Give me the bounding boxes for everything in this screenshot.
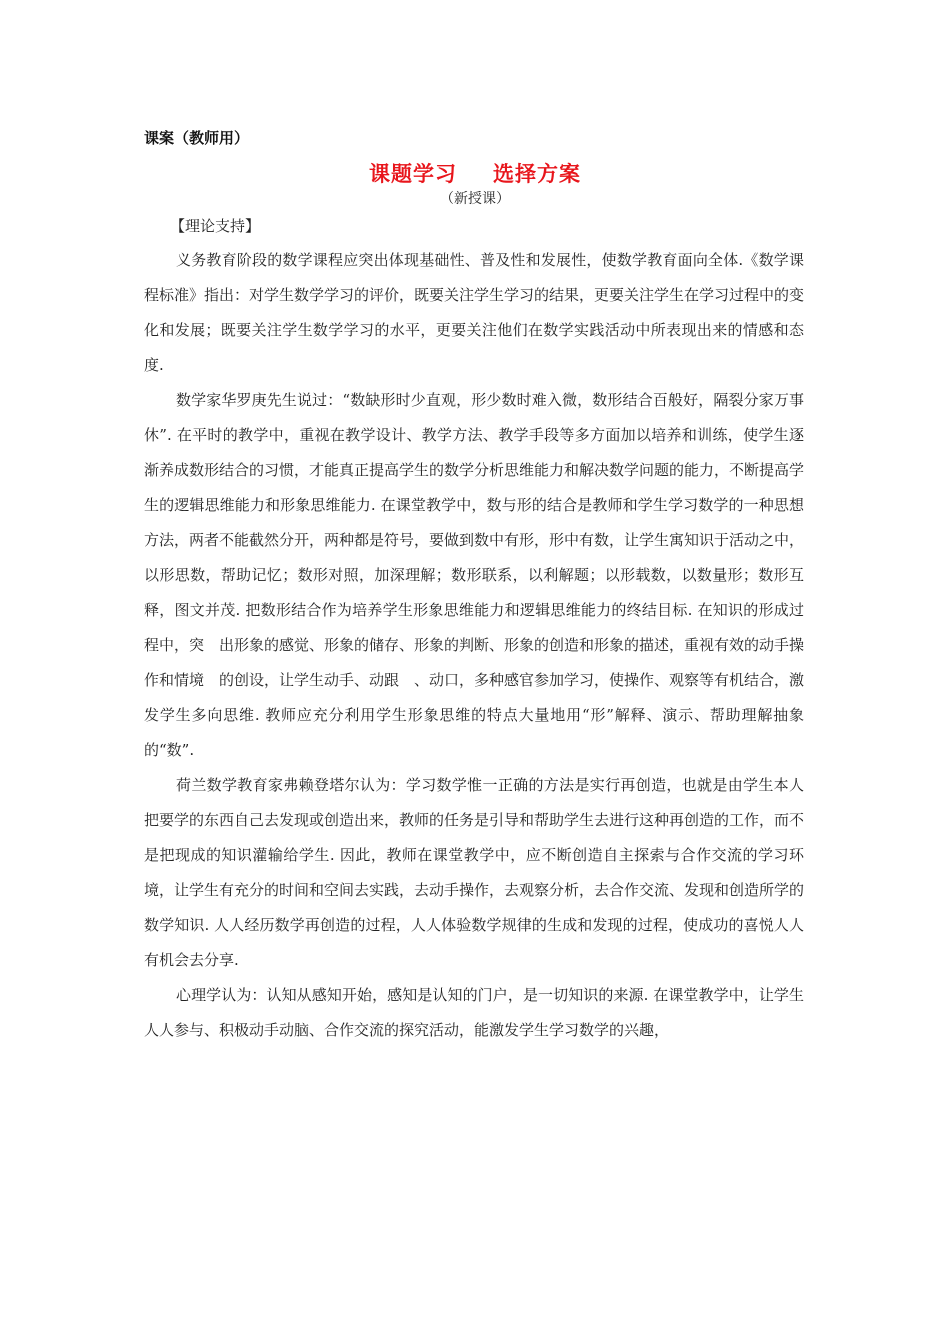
page-title xyxy=(0,158,950,188)
paragraph: 数学家华罗庚先生说过：“数缺形时少直观，形少数时难入微，数形结合百般好，隔裂分家万事休”. 在平时的教学中，重视在教学设计、教学方法、教学手段等多方面加以培养和训练，使学生逐渐养成数形结合的习惯，才能真正提高学生的数学分析思维能力和解决数学问题的能力，不断提高学生的逻辑思维能力和形象思维能力. 在课堂教学中，数与形的结合是教师和学生学习数学的一种思想方法，两者不能截然分开，两种都是符号，要做到数中有形，形中有数，让学生寓知识于活动之中，以形思数，帮助记忆；数形对照，加深理解；数形联系，以利解题；以形载数，以数量形；数形互释，图文并茂. 把数形结合作为培养学生形象思维能力和逻辑思维能力的终结目标. 在知识的形成过程中，突 出形象的感觉、形象的储存、形象的判断、形象的创造和形象的描述，重视有效的动手操作和情境 的创设，让学生动手、动跟 、动口，多种感官参加学习，使操作、观察等有机结合，激发学生多向思维. 教师应充分利用学生形象思维的特点大量地用“形”解释、演示、帮助理解抽象的“数”. xyxy=(144,391,805,759)
document-body xyxy=(144,243,804,1048)
title-part-1: 课题学习 xyxy=(369,162,457,186)
doc-label: 课案（教师用） xyxy=(144,129,250,147)
title-part-2: 选择方案 xyxy=(493,162,581,186)
page-subtitle: （新授课） xyxy=(440,191,510,207)
section-heading: 【理论支持】 xyxy=(170,217,261,235)
paragraph: 义务教育阶段的数学课程应突出体现基础性、普及性和发展性，使数学教育面向全体.《数学课程标准》指出：对学生数学学习的评价，既要关注学生学习的结果，更要关注学生在学习过程中的变化和发展；既要关注学生数学学习的水平，更要关注他们在数学实践活动中所表现出来的情感和态度. xyxy=(144,251,805,374)
paragraph: 荷兰数学教育家弗赖登塔尔认为：学习数学惟一正确的方法是实行再创造，也就是由学生本人把要学的东西自己去发现或创造出来，教师的任务是引导和帮助学生去进行这种再创造的工作，而不是把现成的知识灌输给学生. 因此，教师在课堂教学中，应不断创造自主探索与合作交流的学习环境，让学生有充分的时间和空间去实践，去动手操作，去观察分析，去合作交流、发现和创造所学的数学知识. 人人经历数学再创造的过程，人人体验数学规律的生成和发现的过程，使成功的喜悦人人有机会去分享. xyxy=(144,776,805,969)
paragraph: 心理学认为：认知从感知开始，感知是认知的门户，是一切知识的来源. 在课堂教学中，让学生人人参与、积极动手动脑、合作交流的探究活动，能激发学生学习数学的兴趣， xyxy=(144,986,804,1039)
